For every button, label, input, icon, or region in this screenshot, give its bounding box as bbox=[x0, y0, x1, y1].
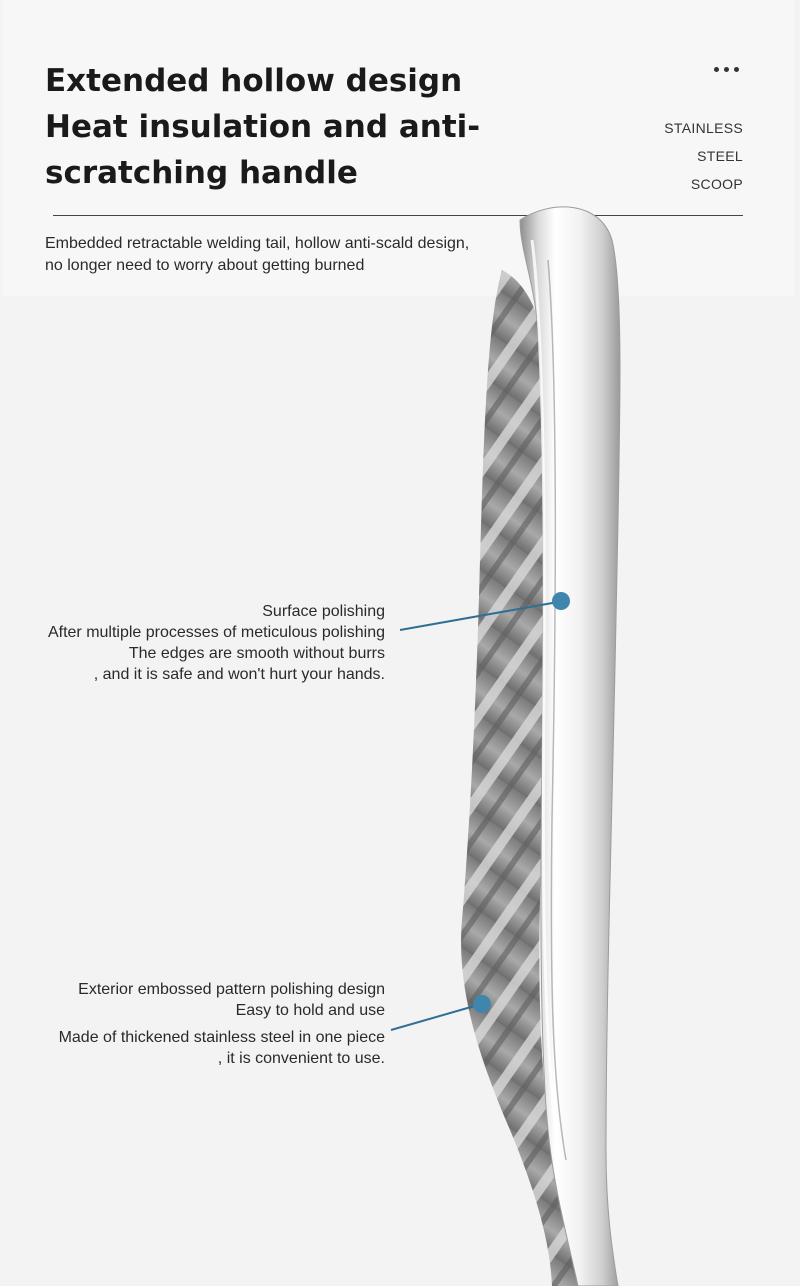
dot bbox=[724, 67, 729, 72]
callout-surface-polishing bbox=[48, 601, 385, 685]
side-label-line-3: SCOOP bbox=[690, 176, 743, 192]
title-line-1: Extended hollow design bbox=[45, 63, 463, 99]
product-type-label bbox=[664, 114, 743, 198]
more-dots-icon[interactable] bbox=[714, 62, 746, 76]
side-label-line-2: STEEL bbox=[697, 148, 743, 164]
dot bbox=[734, 67, 739, 72]
callout-2-line-1: Exterior embossed pattern polishing design bbox=[78, 981, 385, 998]
intro-line-2: no longer need to worry about getting burned bbox=[45, 257, 365, 274]
callout-embossed-pattern bbox=[59, 979, 385, 1069]
callout-2-line-2: Easy to hold and use bbox=[235, 1002, 385, 1019]
side-label-line-1: STAINLESS bbox=[664, 120, 743, 136]
dot bbox=[714, 67, 719, 72]
scoop-handle-image bbox=[440, 200, 660, 1286]
title-line-3: scratching handle bbox=[45, 155, 358, 191]
page-title bbox=[45, 58, 480, 196]
callout-1-line-4: , and it is safe and won't hurt your hands. bbox=[93, 666, 385, 683]
callout-1-line-2: After multiple processes of meticulous polishing bbox=[47, 624, 385, 641]
callout-2-line-4: , it is convenient to use. bbox=[217, 1050, 385, 1067]
callout-1-line-1: Surface polishing bbox=[262, 603, 385, 620]
intro-line-1: Embedded retractable welding tail, hollow anti-scald design, bbox=[45, 235, 470, 252]
intro-text bbox=[45, 233, 505, 277]
callout-1-line-3: The edges are smooth without burrs bbox=[128, 645, 385, 662]
callout-2-line-3: Made of thickened stainless steel in one piece bbox=[58, 1029, 385, 1046]
title-line-2: Heat insulation and anti- bbox=[45, 109, 481, 145]
